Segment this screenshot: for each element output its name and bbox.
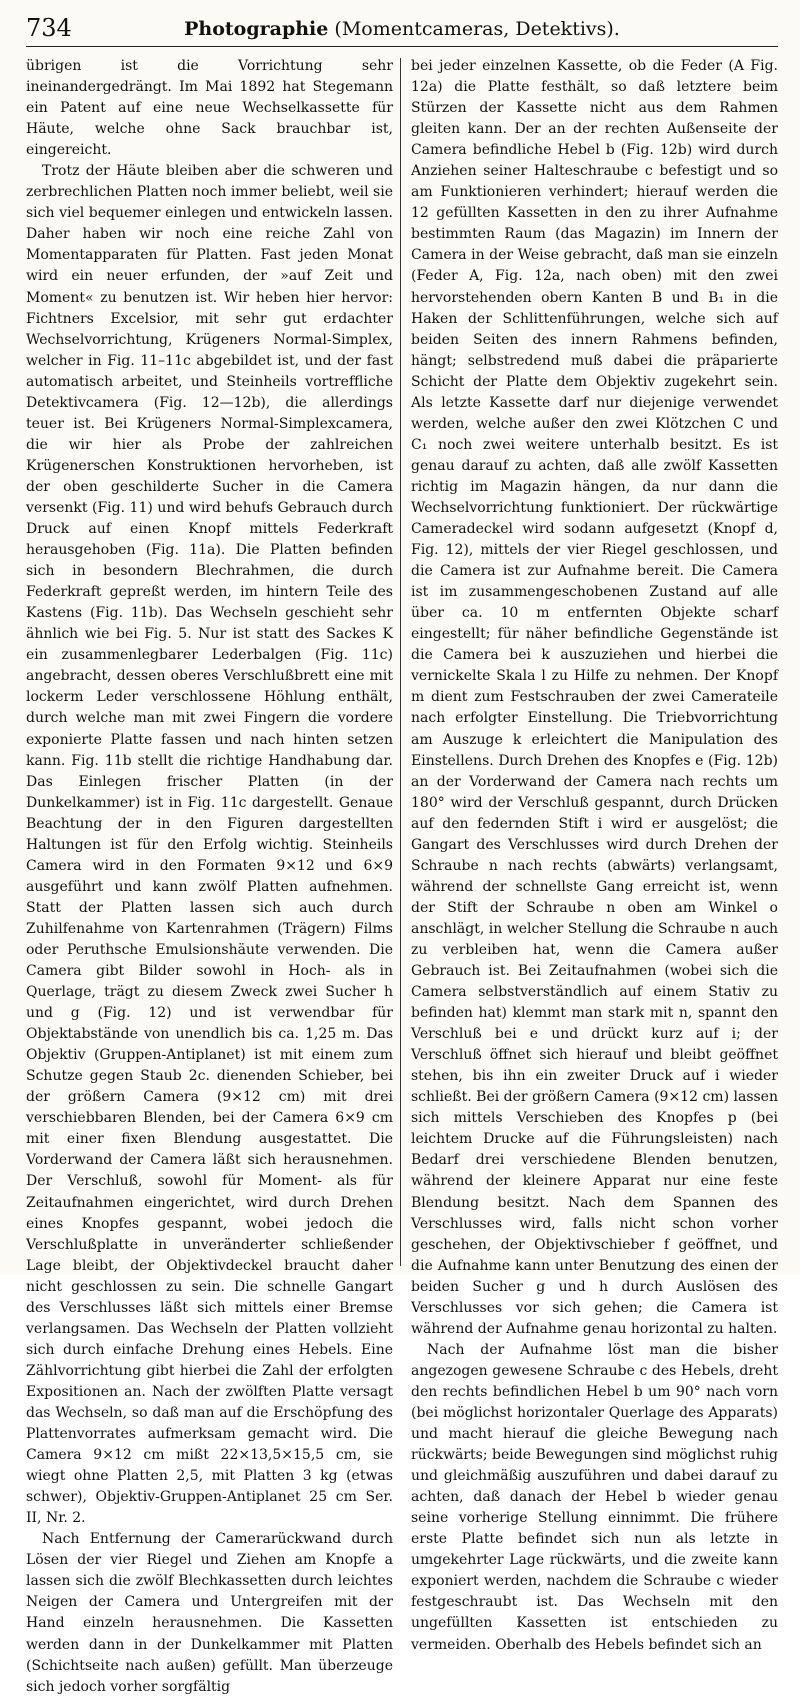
paragraph: Trotz der Häute bleiben aber die schweren und zerbrechlichen Platten noch immer beliebt, weil sie sich viel bequemer einlegen und entwickeln lassen. Daher haben wir noch eine reiche Zahl von Momentapparaten für Platten. Fast jeden Monat wird ein neuer erfunden, der »auf Zeit und Moment« zu benutzen ist. Wir heben hier hervor: Fichtners Excelsior, mit sehr gut erdachter Wechselvorrichtung, Krügeners Normal-Simplex, welcher in Fig. 11–11c abgebildet ist, und der fast automatisch arbeitet, und Steinheils vortreffliche Detektivcamera (Fig. 12—12b), die allerdings teuer ist. Bei Krügeners Normal-Simplexcamera, die wir hier als Probe der zahlreichen Krügenerschen Konstruktionen hervorheben, ist der oben geschilderte Sucher in die Camera versenkt (Fig. 11) und wird behufs Gebrauch durch Druck auf einen Knopf mittels Federkraft herausgehoben (Fig. 11a). Die Platten befinden sich in besondern Blechrahmen, die durch Federkraft gepreßt werden, im hintern Teile des Kastens (Fig. 11b). Das Wechseln geschieht sehr ähnlich wie bei Fig. 5. Nur ist statt des Sackes K ein zusammenlegbarer Lederbalgen (Fig. 11c) angebracht, dessen oberes Verschlußbrett eine mit lockerm Leder verschlossene Höhlung enthält, durch welche man mit zwei Fingern die vordere exponierte Platte fassen und nach hinten setzen kann. Fig. 11b stellt die richtige Handhabung dar. Das Einlegen frischer Platten (in der Dunkelkammer) ist in Fig. 11c dargestellt. Genaue Beachtung der in den Figuren dargestellten Haltungen ist für den Erfolg wichtig. Steinheils Camera wird in den Formaten 9×12 und 6×9 ausgeführt und kann zwölf Platten aufnehmen. Statt der Platten lassen sich auch durch Zuhilfenahme von Kartenrahmen (Trägern) Films oder Peruthsche Emulsionshäute verwenden. Die Camera gibt Bilder sowohl in Hoch- als in Querlage, trägt zu diesem Zweck zwei Sucher h und g (Fig. 12) und ist verwendbar für Objektabstände von unendlich bis ca. 1,25 m. Das Objektiv (Gruppen-Antiplanet) ist mit einem zum Schutze gegen Staub 2c. dienenden Schieber, bei der größern Camera (9×12 cm) mit drei verschiebbaren Blenden, bei der Camera 6×9 cm mit einer fixen Blendung ausgestattet. Die Vorderwand der Camera läßt sich herausnehmen. Der Verschluß, sowohl für Moment- als für Zeitaufnahmen eingerichtet, wird durch Drehen eines Knopfes gespannt, wobei jedoch die Verschlußplatte in unveränderter schließender Lage bleibt, der Objektivdeckel braucht daher nicht geschlossen zu sein. Die schnelle Gangart des Verschlusses läßt sich mittels einer Bremse verlangsamen. Das Wechseln der Platten vollzieht sich durch einfache Drehung eines Hebels. Eine Zählvorrichtung gibt hierbei die Zahl der erfolgten Expositionen an. Nach der zwölften Platte versagt das Wechseln, so daß man auf die Erschöpfung des Plattenvorrates aufmerksam gemacht wird. Die Camera 9×12 cm mißt 22×13,5×15,5 cm, sie wiegt ohne Platten 2,5, mit Platten 3 kg (etwas schwer), Objektiv-Gruppen-Antiplanet 25 cm Ser. II, Nr. 2.: [26, 163, 393, 1527]
paragraph: Nach der Aufnahme löst man die bisher angezogen gewesene Schraube c des Hebels, dreht den rechts befindlichen Hebel b um 90° nach vorn (bei möglichst horizontaler Querlage des Apparats) und macht hierauf die gleiche Bewegung nach rückwärts; beide Bewegungen sind möglichst ruhig und gleichmäßig auszuführen und dabei darauf zu achten, daß danach der Hebel b wieder genau seine vorherige Stellung einnimmt. Die frühere erste Platte befindet sich nun als letzte in umgekehrter Lage rückwärts, und die zweite kann exponiert werden, nachdem die Schraube c wieder festgeschraubt ist. Das Wechseln mit den ungefüllten Kassetten ist entschieden zu vermeiden. Oberhalb des Hebels befindet sich an: [411, 1341, 779, 1653]
running-head-title: Photographie: [184, 18, 329, 40]
left-column: [26, 56, 393, 1698]
column-divider: [400, 58, 401, 1266]
paragraph: bei jeder einzelnen Kassette, ob die Feder (A Fig. 12a) die Platte festhält, so daß letztere beim Stürzen der Kassette nicht aus dem Rahmen gleiten kann. Der an der rechten Außenseite der Camera befindliche Hebel b (Fig. 12b) wird durch Anziehen seiner Halteschraube c befestigt und so am Funktionieren verhindert; hierauf werden die 12 gefüllten Kassetten in den zu ihrer Aufnahme bestimmten Raum (das Magazin) im Innern der Camera in der Weise gebracht, daß man sie einzeln (Feder A, Fig. 12a, nach oben) mit den zwei hervorstehenden obern Kanten B und B₁ in die Haken der Schlittenführungen, welche sich auf beiden Seiten des innern Rahmens befinden, hängt; selbstredend muß dabei die präparierte Schicht der Platte dem Objektiv zugekehrt sein. Als letzte Kassette darf nur diejenige verwendet werden, welche außer den zwei Klötzchen C und C₁ noch zwei weitere unterhalb besitzt. Es ist genau darauf zu achten, daß alle zwölf Kassetten richtig im Magazin hängen, da nur dann die Wechselvorrichtung funktioniert. Der rückwärtige Cameradeckel wird sodann aufgesetzt (Knopf d, Fig. 12), mittels der vier Riegel geschlossen, und die Camera ist zur Aufnahme bereit. Die Camera ist im zusammengeschobenen Zustand auf alle über ca. 10 m entfernten Objekte scharf eingestellt; für näher befindliche Gegenstände ist die Camera bei k auszuziehen und hierbei die vernickelte Skala l zu Hilfe zu nehmen. Der Knopf m dient zum Festschrauben der zwei Camerateile nach erfolgter Einstellung. Die Triebvorrichtung am Auszuge k erleichtert die Manipulation des Einstellens. Durch Drehen des Knopfes e (Fig. 12b) an der Vorderwand der Camera nach rechts um 180° wird der Verschluß gespannt, durch Drücken auf den federnden Stift i wird er ausgelöst; die Gangart des Verschlusses wird durch Drehen der Schraube n nach rechts (abwärts) verlangsamt, während der schnellste Gang erreicht ist, wenn der Stift der Schraube n oben am Winkel o anschlägt, in welcher Stellung die Schraube n auch zu verbleiben hat, wenn die Camera außer Gebrauch ist. Bei Zeitaufnahmen (wobei sich die Camera selbstverständlich auf einem Stativ zu befinden hat) klemmt man stark mit n, spannt den Verschluß bei e und drückt kurz auf i; der Verschluß öffnet sich hierauf und bleibt geöffnet stehen, bis ihn ein zweiter Druck auf i wieder schließt. Bei der größern Camera (9×12 cm) lassen sich mittels Verschieben des Knopfes p (bei leichtem Drucke auf die Führungsleisten) nach Bedarf drei verschiedene Blenden benutzen, während der kleinere Apparat nur eine feste Blendung besitzt. Nach dem Spannen des Verschlusses wird, falls nicht schon vorher geschehen, der Objektivschieber f geöffnet, und die Aufnahme kann unter Benutzung des einen der beiden Sucher g und h durch Auslösen des Verschlusses vor sich gehen; die Camera ist während der Aufnahme genau horizontal zu halten.: [411, 58, 778, 1337]
page-header: [26, 10, 778, 47]
right-column: [411, 56, 778, 1656]
paragraph: übrigen ist die Vorrichtung sehr ineinandergedrängt. Im Mai 1892 hat Stegemann ein Patent auf eine neue Wechselkassette für Häute, welche ohne Sack brauchbar ist, eingereicht.: [26, 58, 393, 159]
page-number: 734: [26, 14, 72, 42]
running-head: [26, 18, 778, 40]
paragraph: Nach Entfernung der Camerarückwand durch Lösen der vier Riegel und Ziehen am Knopfe a lassen sich die zwölf Blechkassetten durch leichtes Neigen der Camera und Untergreifen mit der Hand einzeln herausnehmen. Die Kassetten werden dann in der Dunkelkammer mit Platten (Schichtseite nach außen) gefüllt. Man überzeuge sich jedoch vorher sorgfältig: [26, 1531, 393, 1695]
running-head-subtitle: (Momentcameras, Detektivs).: [334, 18, 620, 40]
